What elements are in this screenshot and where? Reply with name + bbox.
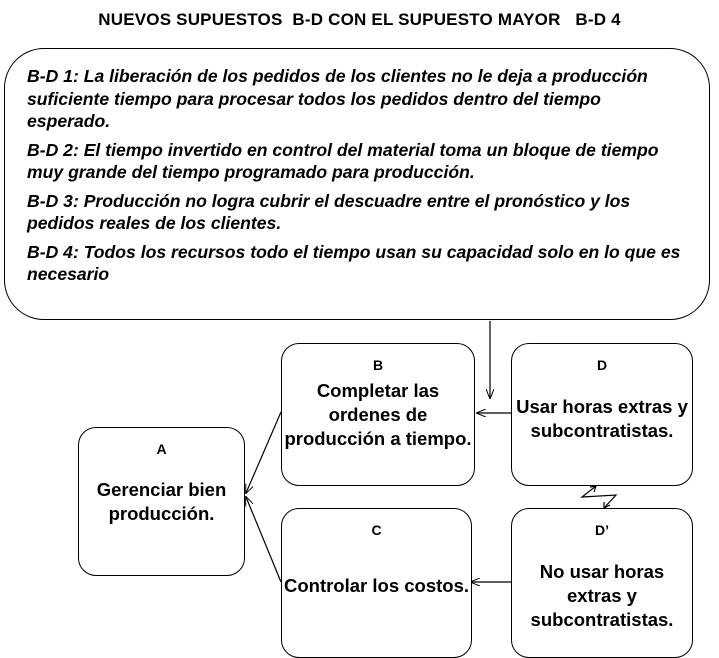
node-text: Completar las ordenes de producción a tiempo. — [284, 380, 472, 449]
assumption-id: B-D 2: — [27, 139, 79, 160]
diagram-title: NUEVOS SUPUESTOS B-D CON EL SUPUESTO MAYOR B-D 4 — [98, 10, 621, 29]
node-text: Controlar los costos. — [283, 575, 470, 596]
assumption-text: La liberación de los pedidos de los clientes no le deja a producción suficiente tiempo para procesar todos los pedidos dentro del tiempo esperado. — [27, 66, 648, 131]
assumption-text: El tiempo invertido en control del material toma un bloque de tiempo muy grande del tiempo programado para producción. — [27, 139, 659, 182]
arrow-b-to-a — [246, 412, 281, 493]
node-text: Gerenciar bien producción. — [96, 479, 227, 524]
node-letter: D’ — [595, 522, 609, 538]
node-d-prerequisite — [511, 343, 693, 486]
node-letter: C — [371, 522, 382, 538]
arrow-c-to-a — [246, 497, 281, 582]
assumption-id: B-D 3: — [27, 190, 79, 211]
assumption-id: B-D 1: — [27, 66, 79, 86]
node-c-requirement — [281, 508, 472, 658]
node-text: Usar horas extras y subcontratistas. — [516, 396, 688, 441]
node-b-requirement — [281, 343, 475, 486]
conflict-zigzag — [582, 486, 616, 508]
assumption-text: Todos los recursos todo el tiempo usan su capacidad solo en lo que es necesario — [27, 241, 681, 284]
node-letter: D — [596, 357, 608, 373]
node-letter: B — [372, 357, 384, 373]
node-text: No usar horas extras y subcontratistas. — [530, 561, 674, 630]
node-letter: A — [156, 441, 167, 457]
assumption-text: Producción no logra cubrir el descuadre entre el pronóstico y los pedidos reales de los clientes. — [27, 190, 631, 233]
node-a-objective — [78, 427, 245, 576]
node-dprime-prerequisite — [511, 508, 693, 658]
assumption-id: B-D 4: — [27, 241, 79, 262]
